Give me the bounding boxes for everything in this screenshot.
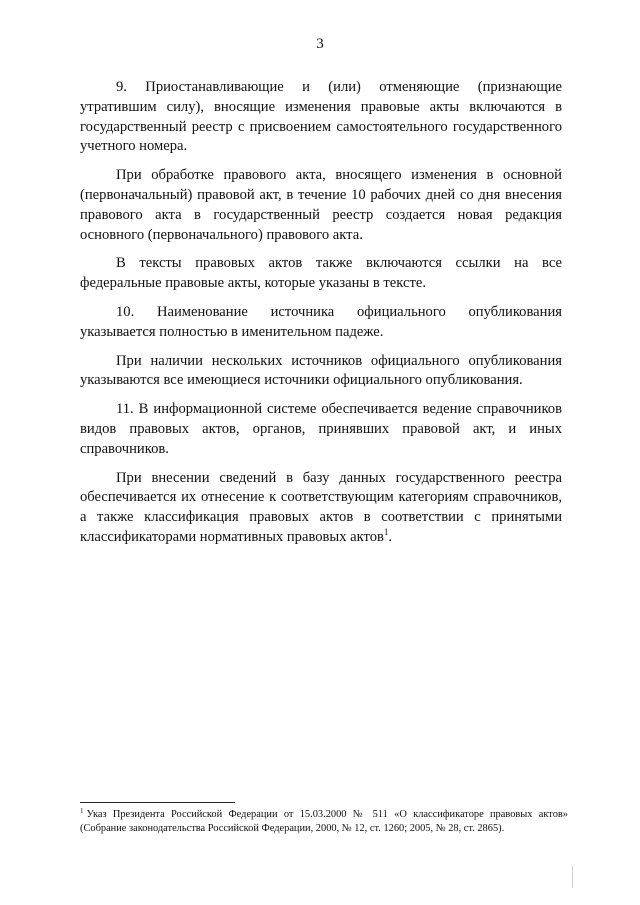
document-body (80, 78, 562, 557)
paragraph-item-11: 11. В информационной системе обеспечивается ведение справочников видов правовых актов, органов, принявших правовой акт, и иных справочников. (80, 401, 562, 457)
footnote-marker: 1 (80, 806, 84, 815)
footnote (80, 808, 568, 835)
footnote-text: Указ Президента Российской Федерации от 15.03.2000 № 511 «О классификаторе правовых актов» (Собрание законодательства Российской Федерации, 2000, № 12, ст. 1260; 2005, № 28, ст. 2865). (80, 809, 568, 834)
paragraph-classification-text: При внесении сведений в базу данных государственного реестра обеспечивается их отнесение к соответствующим категориям справочников, а также классификация правовых актов в соответствии с принятыми классификаторами нормативных правовых актов (80, 469, 562, 545)
paragraph-classification (80, 469, 562, 548)
paragraph-links: В тексты правовых актов также включаются ссылки на все федеральные правовые акты, которые указаны в тексте. (80, 255, 562, 292)
paragraph-item-10: 10. Наименование источника официального опубликования указывается полностью в именительном падеже. (80, 303, 562, 340)
paragraph-item-9: 9. Приостанавливающие и (или) отменяющие (признающие утратившим силу), вносящие изменения правовые акты включаются в государственный реестр с присвоением самостоятельного государственного учетного номера. (80, 79, 562, 155)
paragraph-new-edition: При обработке правового акта, вносящего изменения в основной (первоначальный) правовой акт, в течение 10 рабочих дней со дня внесения правового акта в государственный реестр создается новая редакция основного (первоначального) правового акта. (80, 167, 562, 243)
scan-artifact (572, 866, 573, 888)
paragraph-classification-end: . (388, 528, 393, 545)
paragraph-sources: При наличии нескольких источников официального опубликования указываются все имеющиеся источники официального опубликования. (80, 352, 562, 389)
page-number: 3 (316, 36, 324, 52)
footnote-reference: 1 (383, 527, 389, 538)
footnote-divider (80, 802, 235, 803)
